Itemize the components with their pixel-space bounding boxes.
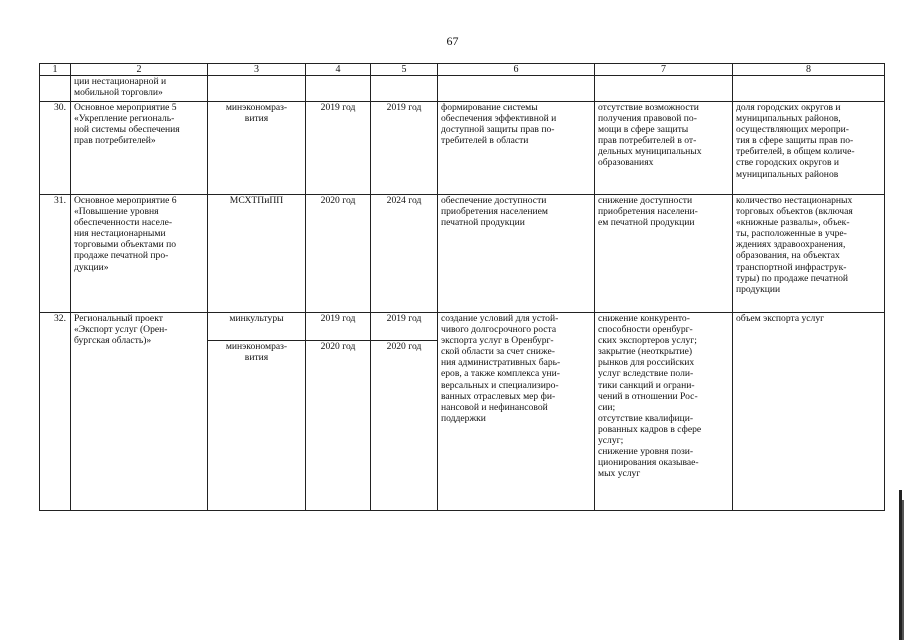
- measure-name: Региональный проект «Экспорт услуг (Орен- бургская область)»: [71, 313, 208, 511]
- row-number: 31.: [40, 195, 71, 313]
- scan-edge-mark: [902, 500, 904, 640]
- header-col-4: 4: [306, 64, 371, 76]
- end-year: 2024 год: [371, 195, 438, 313]
- measure-name: Основное мероприятие 5 «Укрепление региональ- ной системы обеспечения прав потребителей»: [71, 102, 208, 195]
- indicator-link: количество нестационарных торговых объектов (включая «книжные развалы», объек- ты, расположенные в учре- ждениях здравоохранения, образования, на объектах транспортной инфраструк- туры) по продаже печатной продукции: [733, 195, 885, 313]
- header-row: [40, 64, 885, 76]
- executor: минэкономраз- вития: [208, 102, 306, 195]
- header-col-1: 1: [40, 64, 71, 76]
- measures-table: [39, 63, 885, 511]
- end-year-2: 2020 год: [371, 341, 438, 511]
- table-row: [40, 313, 885, 341]
- indicator-link: доля городских округов и муниципальных районов, осуществляющих меропри- тия в сфере защиты прав по- требителей, в общем количе- стве городских округов и муниципальных районов: [733, 102, 885, 195]
- start-year-2: 2020 год: [306, 341, 371, 511]
- start-year: 2019 год: [306, 102, 371, 195]
- indicator-link: объем экспорта услуг: [733, 313, 885, 511]
- header-col-5: 5: [371, 64, 438, 76]
- executor: минкультуры: [208, 313, 306, 341]
- header-col-3: 3: [208, 64, 306, 76]
- header-col-6: 6: [438, 64, 595, 76]
- executor: МСХТПиПП: [208, 195, 306, 313]
- table-row: [40, 195, 885, 313]
- page-number: 67: [446, 34, 459, 48]
- non-implementation-consequences: снижение конкуренто- способности оренбург- ских экспортеров услуг; закрытие (неоткрытие) рынков для российских услуг вследствие поли- тики санкций и ограни- чений в отношении Рос- сии; отсутствие квалифици- рованных кадров в сфере услуг; снижение уровня пози- ционирования оказывае- мых услуг: [595, 313, 733, 511]
- non-implementation-consequences: снижение доступности приобретения населени- ем печатной продукции: [595, 195, 733, 313]
- expected-result: создание условий для устой- чивого долгосрочного роста экспорта услуг в Оренбург- ской области за счет сниже- ния административных барь- еров, а также комплекса уни- версальных и специализиро- ванных отраслевых мер фи- нансовой и нефинансовой поддержки: [438, 313, 595, 511]
- executor-2: минэкономраз- вития: [208, 341, 306, 511]
- row-number: 30.: [40, 102, 71, 195]
- expected-result: формирование системы обеспечения эффективной и доступной защиты прав по- требителей в области: [438, 102, 595, 195]
- end-year: 2019 год: [371, 102, 438, 195]
- continuation-name: ции нестационарной и мобильной торговли»: [71, 76, 208, 102]
- row-number: 32.: [40, 313, 71, 511]
- measure-name: Основное мероприятие 6 «Повышение уровня обеспеченности населе- ния нестационарными торговыми объектами по продаже печатной про- дукции»: [71, 195, 208, 313]
- expected-result: обеспечение доступности приобретения населением печатной продукции: [438, 195, 595, 313]
- table-row: [40, 102, 885, 195]
- start-year: 2020 год: [306, 195, 371, 313]
- non-implementation-consequences: отсутствие возможности получения правовой по- мощи в сфере защиты прав потребителей в от- дельных муниципальных образованиях: [595, 102, 733, 195]
- header-col-7: 7: [595, 64, 733, 76]
- end-year: 2019 год: [371, 313, 438, 341]
- table-row-continuation: [40, 76, 885, 102]
- start-year: 2019 год: [306, 313, 371, 341]
- header-col-2: 2: [71, 64, 208, 76]
- header-col-8: 8: [733, 64, 885, 76]
